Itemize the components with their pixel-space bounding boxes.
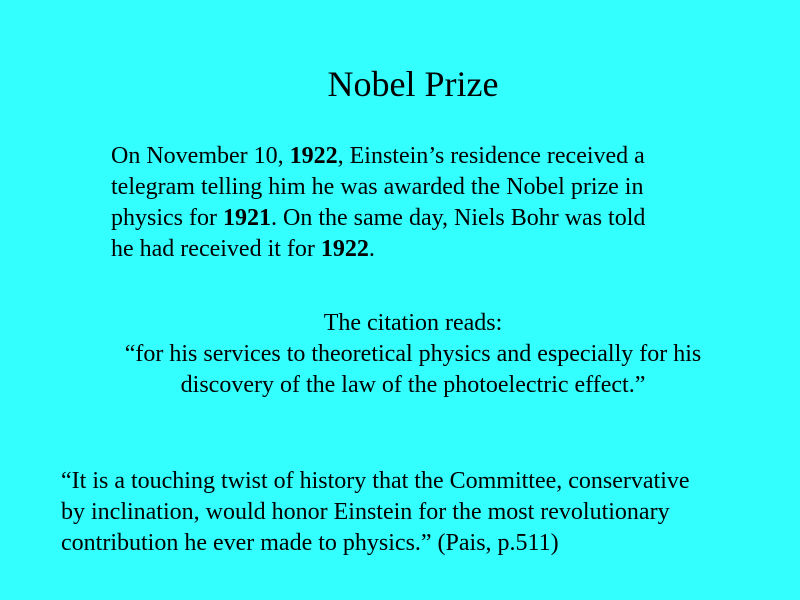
citation-intro: The citation reads:: [323, 310, 503, 336]
year-1922: 1922: [289, 143, 338, 169]
nobel-telegram-paragraph: [111, 141, 751, 265]
pais-quote-line: contribution he ever made to physics.” (Pais, p.511): [61, 530, 559, 556]
citation-block: [0, 308, 800, 401]
citation-quote-line: “for his services to theoretical physics and especially for his: [124, 341, 702, 367]
pais-quote: [61, 466, 800, 559]
year-1921: 1921: [222, 205, 271, 231]
year-1922: 1922: [320, 236, 369, 262]
text-run: physics for: [111, 205, 223, 231]
paragraph-line: [111, 203, 751, 234]
text-run: , Einstein’s residence received a: [337, 143, 645, 169]
pais-quote-line: “It is a touching twist of history that the Committee, conservative: [61, 468, 690, 494]
paragraph-line: [111, 234, 751, 265]
text-run: .: [368, 236, 375, 262]
text-run: . On the same day, Niels Bohr was told: [270, 205, 646, 231]
paragraph-line: telegram telling him he was awarded the Nobel prize in: [111, 174, 644, 200]
text-run: On November 10,: [111, 143, 290, 169]
pais-quote-line: by inclination, would honor Einstein for the most revolutionary: [61, 499, 670, 525]
citation-quote-line: discovery of the law of the photoelectric effect.”: [180, 372, 646, 398]
slide-title: Nobel Prize: [327, 64, 499, 104]
paragraph-line: [111, 141, 751, 172]
text-run: he had received it for: [111, 236, 321, 262]
